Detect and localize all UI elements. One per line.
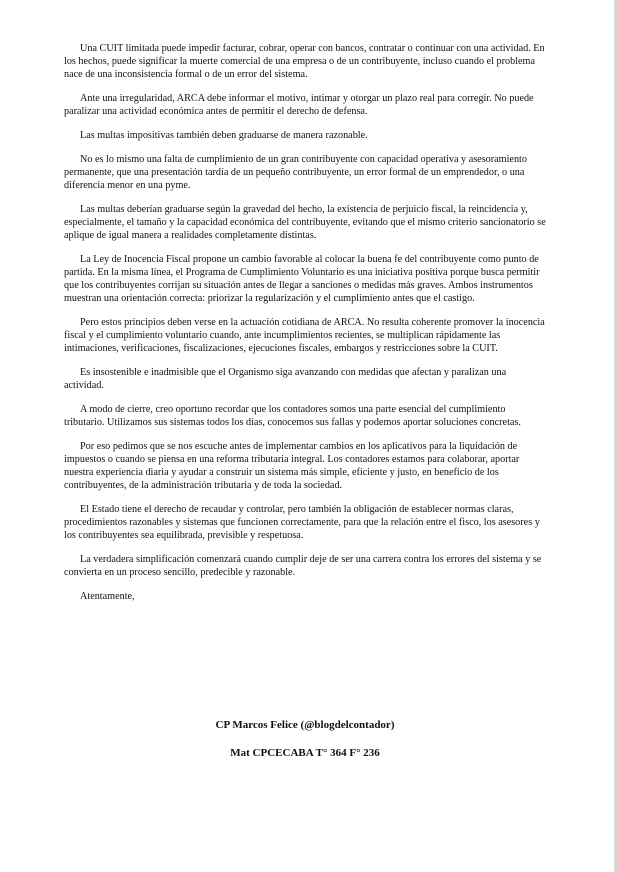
paragraph-estado-derecho: El Estado tiene el derecho de recaudar y controlar, pero también la obligación de establecer normas claras, procedimientos razonables y sistemas que funcionen correctamente, para que la relación entre el fisco, los asesores y los contribuyentes sea equilibrada, previsible y respetuosa. (64, 504, 540, 541)
signature-registration: Mat CPCECABA T° 364 F° 236 (230, 747, 380, 759)
letter-body (64, 42, 546, 603)
paragraph-actuacion-arca: Pero estos principios deben verse en la actuación cotidiana de ARCA. No resulta coherente promover la inocencia fiscal y el cumplimiento voluntario cuando, ante incumplimientos recientes, se multiplican rápidamente las intimaciones, verificaciones, fiscalizaciones, ejecuciones fiscales, embargos y restricciones sobre la CUIT. (64, 317, 545, 354)
paragraph-multas-razonables: Las multas impositivas también deben graduarse de manera razonable. (80, 130, 368, 141)
paragraph-cuit-limitada: Una CUIT limitada puede impedir facturar, cobrar, operar con bancos, contratar o continuar con una actividad. En los hechos, puede significar la muerte comercial de una empresa o de un contribuyente, incluso cuando el problema nace de una inconsistencia formal o de un error del sistema. (64, 43, 545, 80)
paragraph-pedido-escucha: Por eso pedimos que se nos escuche antes de implementar cambios en los aplicativos para la liquidación de impuestos o cuando se piensa en una reforma tributaria integral. Los contadores estamos para colaborar, aportar nuestra experiencia diaria y ayudar a construir un sistema más simple, eficiente y justo, en beneficio de los contribuyentes, de la administración tributaria y de toda la sociedad. (64, 441, 520, 491)
closing-text: Atentamente, (80, 591, 135, 602)
paragraph-graduacion-multas: Las multas deberían graduarse según la gravedad del hecho, la existencia de perjuicio fiscal, la reincidencia y, especialmente, el tamaño y la capacidad económica del contribuyente, evitando que el mismo criterio sancionatorio se aplique de igual manera a realidades completamente distintas. (64, 204, 546, 241)
signature-name: CP Marcos Felice (@blogdelcontador) (215, 719, 395, 731)
signature-block (64, 718, 546, 760)
paragraph-simplificacion: La verdadera simplificación comenzará cuando cumplir deje de ser una carrera contra los errores del sistema y se convierta en un proceso sencillo, predecible y razonable. (64, 554, 542, 578)
paragraph-inocencia-fiscal: La Ley de Inocencia Fiscal propone un cambio favorable al colocar la buena fe del contribuyente como punto de partida. En la misma línea, el Programa de Cumplimiento Voluntario es una iniciativa positiva porque busca permitir que los contribuyentes corrijan su situación antes de llegar a sanciones o medidas más graves. Ambos instrumentos muestran una orientación correcta: priorizar la regularización y el cumplimiento antes que el castigo. (64, 254, 540, 304)
paragraph-falta-cumplimiento: No es lo mismo una falta de cumplimiento de un gran contribuyente con capacidad operativa y asesoramiento permanente, que una presentación tardía de un pequeño contribuyente, un error formal de un emprendedor, o una diferencia menor en una pyme. (64, 154, 527, 191)
paragraph-irregularidad: Ante una irregularidad, ARCA debe informar el motivo, intimar y otorgar un plazo real para corregir. No puede paralizar una actividad económica antes de permitir el derecho de defensa. (64, 93, 534, 117)
paragraph-cierre-contadores: A modo de cierre, creo oportuno recordar que los contadores somos una parte esencial del cumplimiento tributario. Utilizamos sus sistemas todos los días, conocemos sus fallas y podemos aportar soluciones concretas. (64, 404, 521, 428)
paragraph-insostenible: Es insostenible e inadmisible que el Organismo siga avanzando con medidas que afectan y paralizan una actividad. (64, 367, 507, 391)
